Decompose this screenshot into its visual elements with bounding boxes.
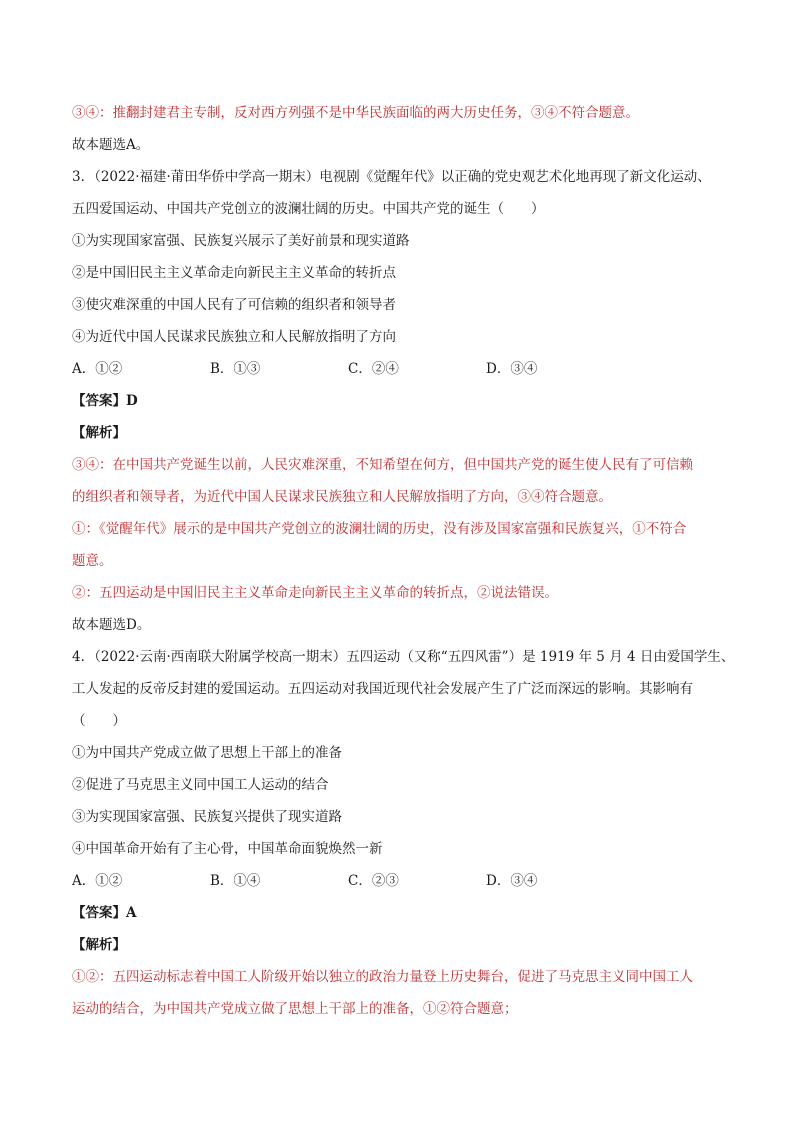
q3-option-d: D．③④ xyxy=(486,361,538,377)
q3-analysis-label: 【解析】 xyxy=(72,425,126,441)
q3-explanation-2: ②：五四运动是中国旧民主主义革命走向新民主主义革命的转折点，②说法错误。 xyxy=(72,585,558,601)
q3-option-c: C．②④ xyxy=(348,361,399,377)
q2-explanation-34: ③④：推翻封建君主专制，反对西方列强不是中华民族面临的两大历史任务，③④不符合题意。 xyxy=(72,105,639,121)
q4-item-2: ②促进了马克思主义同中国工人运动的结合 xyxy=(72,777,329,793)
q4-option-d: D．③④ xyxy=(486,873,538,889)
q4-item-3: ③为实现国家富强、民族复兴提供了现实道路 xyxy=(72,809,342,825)
q4-item-1: ①为中国共产党成立做了思想上干部上的准备 xyxy=(72,745,342,761)
q3-item-3: ③使灾难深重的中国人民有了可信赖的组织者和领导者 xyxy=(72,297,396,313)
q4-option-b: B．①④ xyxy=(210,873,261,889)
q4-stem-line-3: （ ） xyxy=(72,713,126,729)
q3-option-a: A．①② xyxy=(72,361,123,377)
q3-item-1: ①为实现国家富强、民族复兴展示了美好前景和现实道路 xyxy=(72,233,410,249)
q4-option-a: A．①② xyxy=(72,873,123,889)
q3-explanation-1-line-2: 题意。 xyxy=(72,553,113,569)
q3-item-4: ④为近代中国人民谋求民族独立和人民解放指明了方向 xyxy=(72,329,396,345)
q3-explanation-1-line-1: ①：《觉醒年代》展示的是中国共产党创立的波澜壮阔的历史，没有涉及国家富强和民族复兴，①不符合 xyxy=(72,521,687,537)
q3-item-2: ②是中国旧民主主义革命走向新民主主义革命的转折点 xyxy=(72,265,396,281)
q4-item-4: ④中国革命开始有了主心骨，中国革命面貌焕然一新 xyxy=(72,841,383,857)
q3-option-b: B．①③ xyxy=(210,361,261,377)
q4-explanation-12-line-1: ①②：五四运动标志着中国工人阶级开始以独立的政治力量登上历史舞台，促进了马克思主义同中国工人 xyxy=(72,969,693,985)
q3-explanation-34-line-1: ③④：在中国共产党诞生以前，人民灾难深重，不知希望在何方，但中国共产党的诞生使人民有了可信赖 xyxy=(72,457,693,473)
q2-conclusion: 故本题选A。 xyxy=(72,137,150,153)
q4-answer: 【答案】A xyxy=(72,905,137,921)
q3-conclusion: 故本题选D。 xyxy=(72,617,151,633)
q4-option-c: C．②③ xyxy=(348,873,399,889)
q4-stem-line-2: 工人发起的反帝反封建的爱国运动。五四运动对我国近现代社会发展产生了广泛而深远的影响。其影响有 xyxy=(72,681,693,697)
q3-stem-line-1: 3．（2022·福建·莆田华侨中学高一期末）电视剧《觉醒年代》以正确的党史观艺术化地再现了新文化运动、 xyxy=(72,169,711,185)
q3-explanation-34-line-2: 的组织者和领导者，为近代中国人民谋求民族独立和人民解放指明了方向，③④符合题意。 xyxy=(72,489,612,505)
q4-analysis-label: 【解析】 xyxy=(72,937,126,953)
q4-stem-line-1: 4．（2022·云南·西南联大附属学校高一期末）五四运动（又称“五四风雷”）是 1919 年 5 月 4 日由爱国学生、 xyxy=(72,649,735,665)
q3-answer: 【答案】D xyxy=(72,393,138,409)
q3-stem-line-2: 五四爱国运动、中国共产党创立的波澜壮阔的历史。中国共产党的诞生（ ） xyxy=(72,201,545,217)
q4-explanation-12-line-2: 运动的结合，为中国共产党成立做了思想上干部上的准备，①②符合题意； xyxy=(72,1001,518,1017)
